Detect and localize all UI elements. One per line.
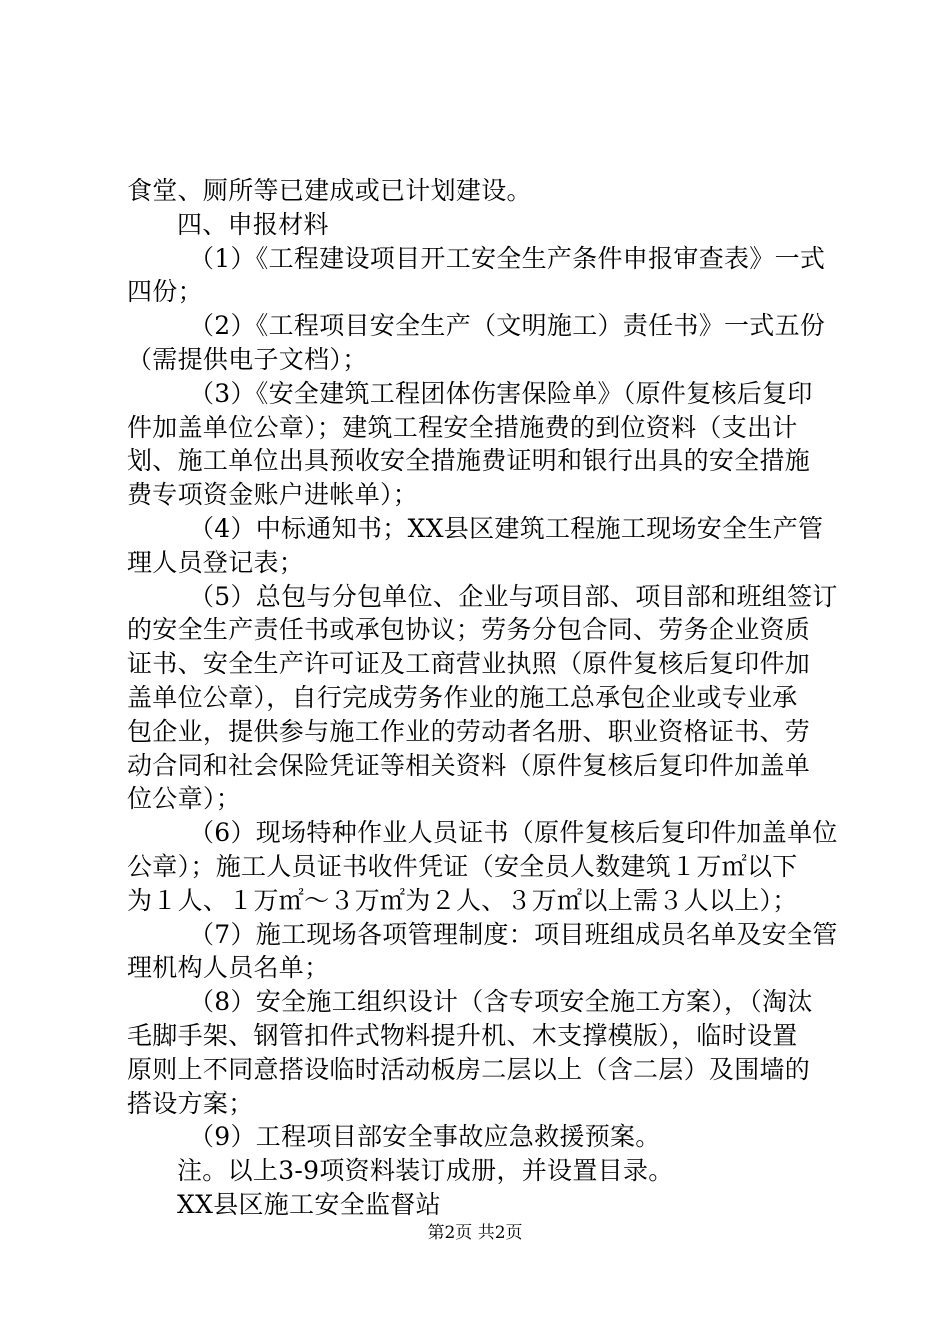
text-line: 原则上不同意搭设临时活动板房二层以上（含二层）及围墙的 xyxy=(127,1054,811,1084)
text-line: 的安全生产责任书或承包协议；劳务分包合同、劳务企业资质 xyxy=(127,615,811,645)
text-line: （需提供电子文档）； xyxy=(127,344,368,374)
document-body xyxy=(127,174,838,1222)
text-line: （1）《工程建设项目开工安全生产条件申报审查表》一式 xyxy=(189,243,826,273)
text-line: XX县区施工安全监督站 xyxy=(177,1189,441,1219)
text-line: 理人员登记表； xyxy=(127,547,305,577)
text-line: 位公章）； xyxy=(127,784,242,814)
text-line: 毛脚手架、钢管扣件式物料提升机、木支撑模版），临时设置 xyxy=(127,1020,798,1050)
text-line: 盖单位公章），自行完成劳务作业的施工总承包企业或专业承 xyxy=(127,682,798,712)
text-line: 动合同和社会保险凭证等相关资料（原件复核后复印件加盖单 xyxy=(127,750,811,780)
text-line: （4）中标通知书；XX县区建筑工程施工现场安全生产管 xyxy=(189,513,824,543)
page-footer xyxy=(0,1218,950,1243)
text-line: 费专项资金账户进帐单）； xyxy=(127,480,419,510)
text-line: 四份； xyxy=(127,277,203,307)
text-line: 划、施工单位出具预收安全措施费证明和银行出具的安全措施 xyxy=(127,446,811,476)
text-line: 食堂、厕所等已建成或已计划建设。 xyxy=(127,176,532,205)
text-line: 为１人、１万㎡～３万㎡为２人、３万㎡以上需３人以上）； xyxy=(127,885,798,915)
text-line: 证书、安全生产许可证及工商营业执照（原件复核后复印件加 xyxy=(127,649,811,679)
text-line: 公章）；施工人员证书收件凭证（安全员人数建筑１万㎡以下 xyxy=(127,851,798,881)
text-line: 四、申报材料 xyxy=(177,209,329,239)
text-line: （9）工程项目部安全事故应急救援预案。 xyxy=(189,1122,661,1152)
text-line: （3）《安全建筑工程团体伤害保险单》（原件复核后复印 xyxy=(189,378,813,408)
text-line: （5）总包与分包单位、企业与项目部、项目部和班组签订 xyxy=(189,581,838,611)
text-line: 注。以上3-9项资料装订成册，并设置目录。 xyxy=(177,1156,674,1186)
text-line: （7）施工现场各项管理制度：项目班组成员名单及安全管 xyxy=(189,919,838,949)
text-line: （8）安全施工组织设计（含专项安全施工方案），（淘汰 xyxy=(189,987,813,1017)
text-line: 件加盖单位公章）；建筑工程安全措施费的到位资料（支出计 xyxy=(127,412,798,442)
text-line: （2）《工程项目安全生产（文明施工）责任书》一式五份 xyxy=(189,311,826,341)
text-line: 搭设方案； xyxy=(127,1088,254,1118)
text-line: （6）现场特种作业人员证书（原件复核后复印件加盖单位 xyxy=(189,818,838,848)
page-number: 第2页 共2页 xyxy=(427,1223,523,1243)
text-line: 理机构人员名单； xyxy=(127,953,330,983)
text-line: 包企业，提供参与施工作业的劳动者名册、职业资格证书、劳 xyxy=(127,716,811,746)
